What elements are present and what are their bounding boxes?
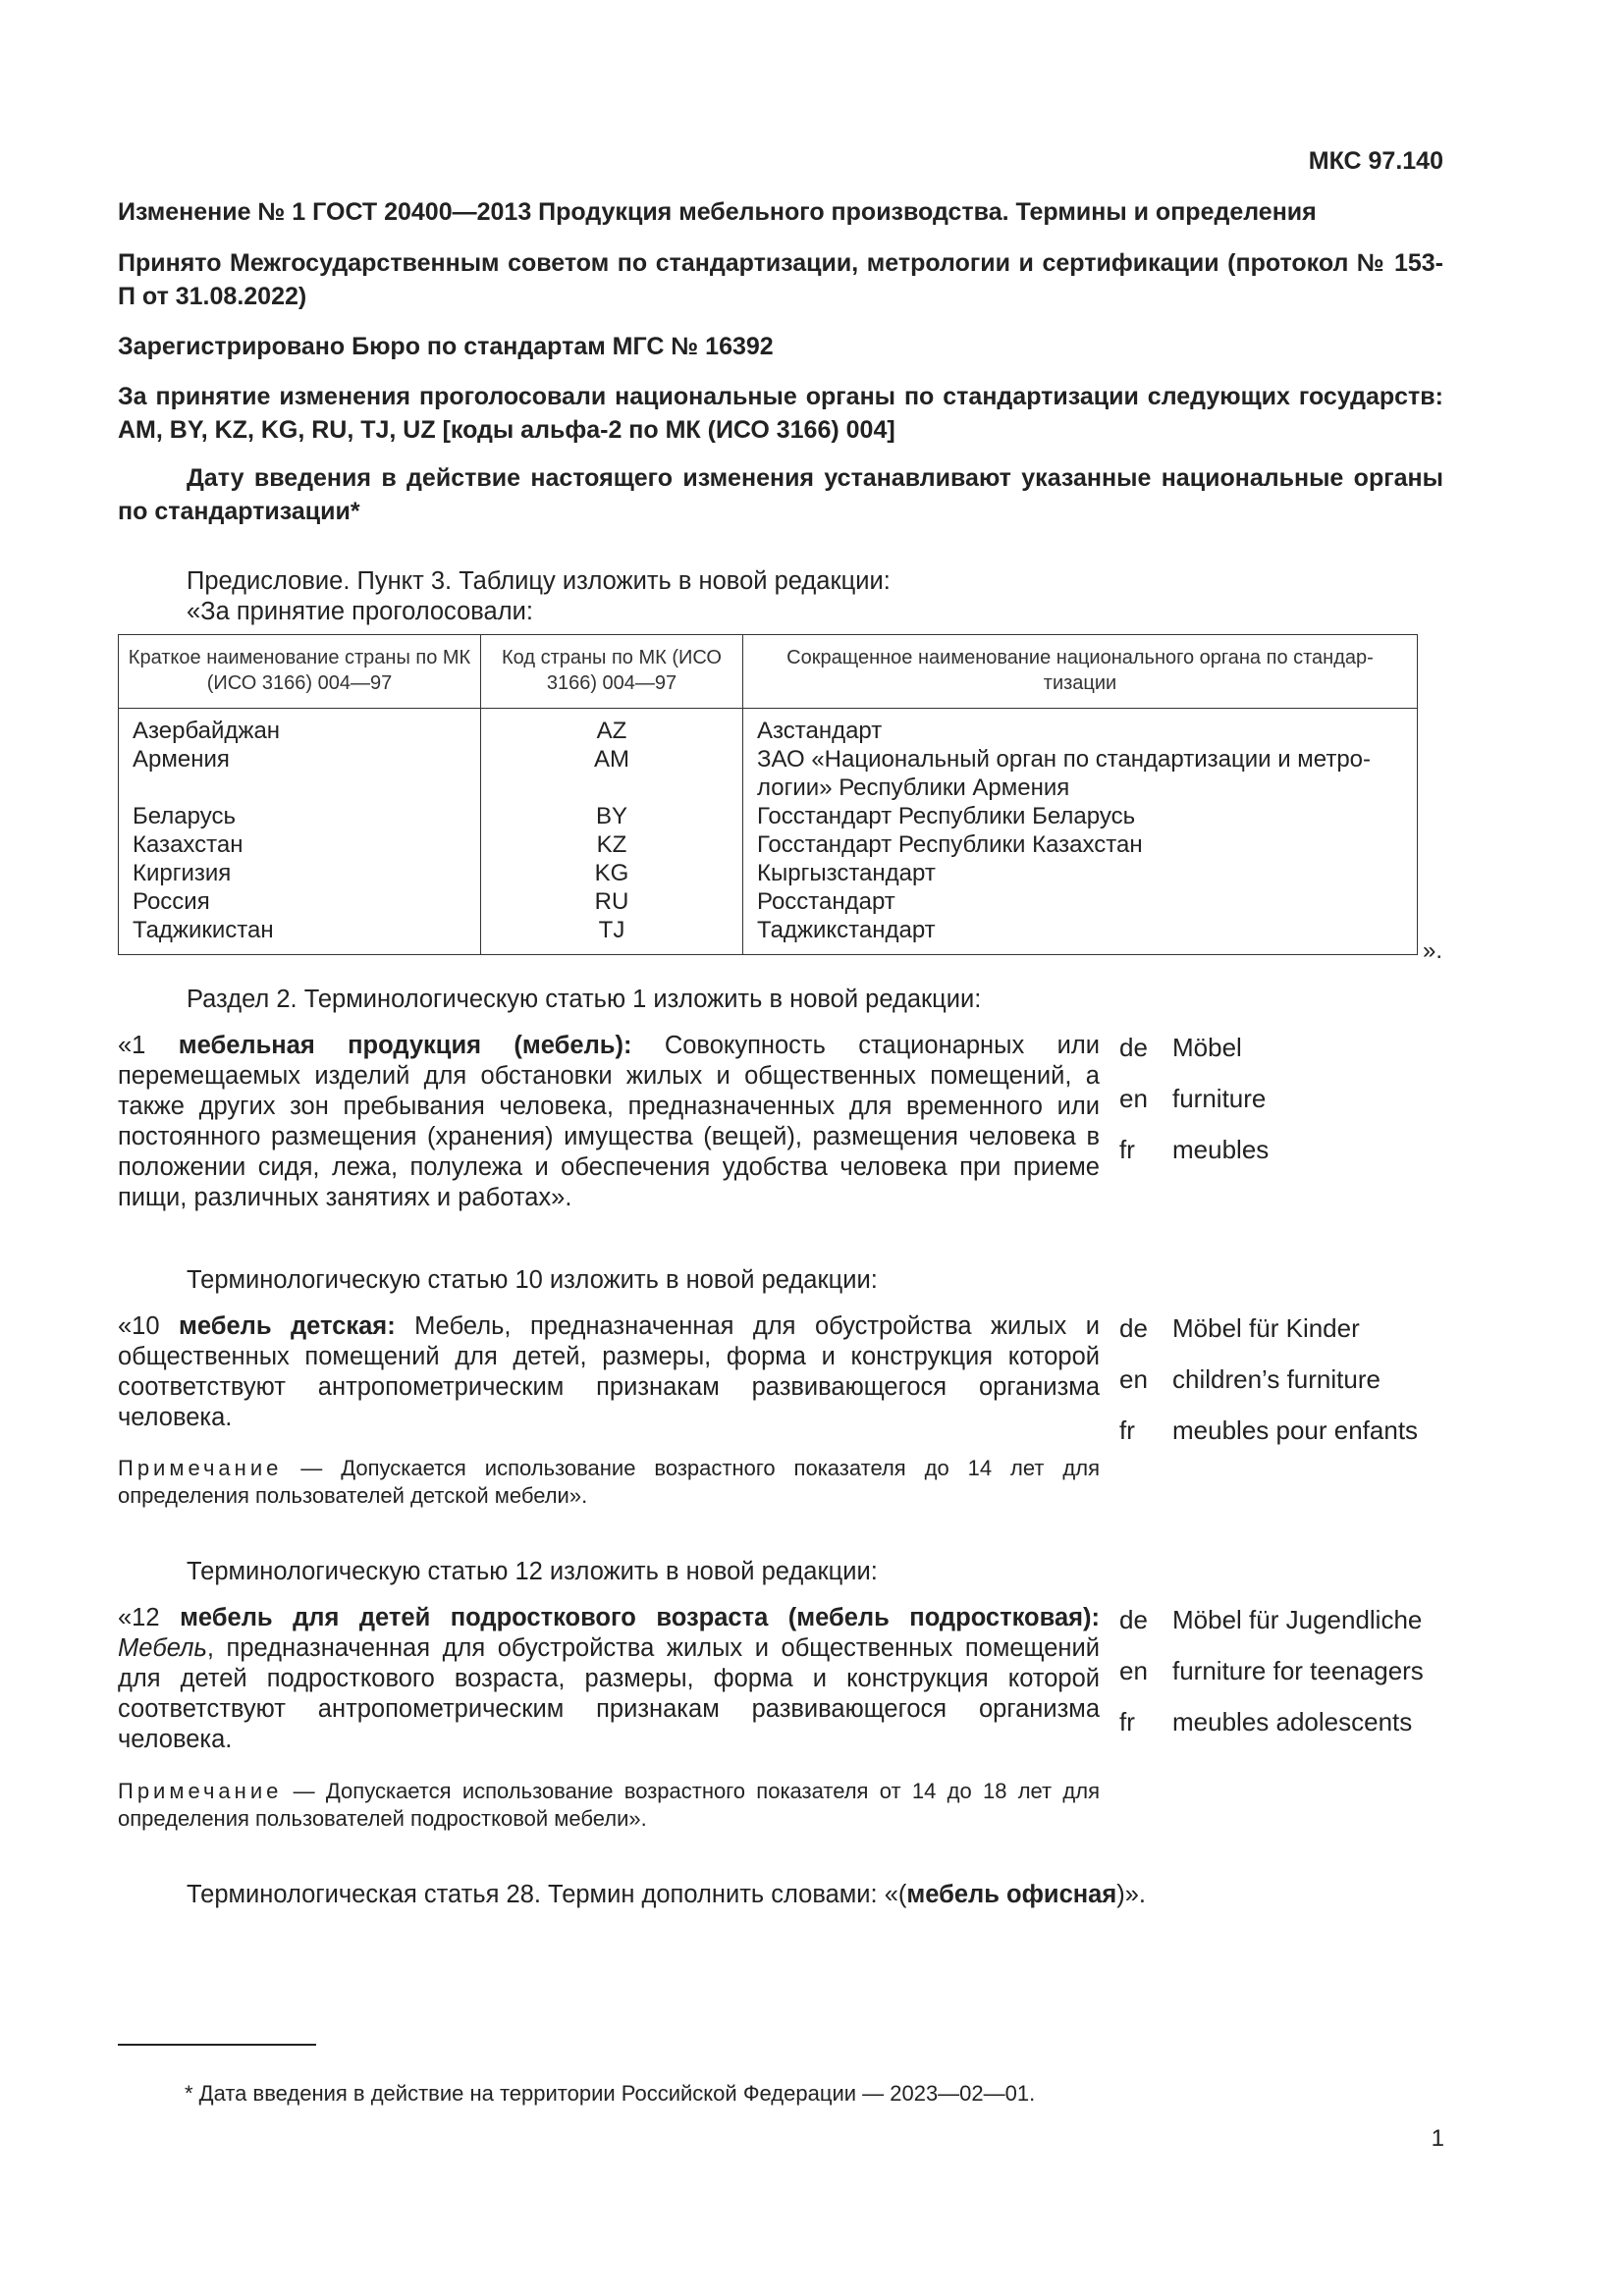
lang-term: children’s furniture: [1172, 1364, 1380, 1394]
table-cell: RU: [594, 888, 629, 915]
term-12-note: [118, 1778, 1100, 1833]
lang-term: Möbel für Kinder: [1172, 1313, 1360, 1343]
term-28-close: )».: [1116, 1881, 1146, 1908]
lang-code: de: [1119, 1313, 1148, 1343]
lang-code: fr: [1119, 1135, 1135, 1164]
lang-code: fr: [1119, 1707, 1135, 1736]
lang-code: fr: [1119, 1415, 1135, 1445]
mks-code: МКС 97.140: [1308, 147, 1443, 175]
note-text: — Допускается использование возрастного показателя до 14 лет для определения пользователей детской мебели».: [118, 1456, 1100, 1508]
table-cell: Госстандарт Республики Казахстан: [757, 831, 1143, 858]
preface-quote-line: «За принятие проголосовали:: [187, 598, 533, 625]
lang-code: de: [1119, 1033, 1148, 1062]
table-cell: Росстандарт: [757, 888, 895, 915]
table-col-bodies: [743, 709, 1418, 955]
table-header-body: Сокращенное наименование национального органа по стандар-тизации: [743, 635, 1418, 709]
term-number: «1: [118, 1032, 179, 1059]
table-cell: [481, 774, 742, 802]
term-10-note: [118, 1455, 1100, 1510]
table-cell: Азстандарт: [757, 718, 883, 744]
term-28-term: мебель офисная: [906, 1881, 1117, 1908]
page-number: 1: [1431, 2125, 1444, 2152]
section2-intro: Раздел 2. Терминологическую статью 1 изложить в новой редакции:: [187, 986, 982, 1013]
table-cell: AZ: [596, 718, 627, 744]
term-number: «10: [118, 1312, 180, 1340]
registration-statement: Зарегистрировано Бюро по стандартам МГС № 16392: [118, 333, 774, 360]
table-cell: Таджикистан: [133, 917, 274, 943]
table-cell: [133, 774, 466, 802]
table-cell: Казахстан: [133, 831, 244, 858]
term-1-languages: [1119, 1022, 1269, 1175]
term-10-languages: [1119, 1303, 1418, 1456]
table-cell: Госстандарт Республики Беларусь: [757, 803, 1136, 829]
lang-code: en: [1119, 1656, 1148, 1685]
term-definition: Совокупность стационарных или перемещаемых изделий для обстановки жилых и общественных помещений, а также других зон пребывания человека, предназначенных для временного или постоянного размещения (хранения) имущества (вещей), размещения человека в положении сидя, лежа, полулежа и обеспечения удобства человека при приеме пищи, различных занятиях и работах».: [118, 1032, 1100, 1211]
term-10-entry: [118, 1311, 1100, 1433]
lang-code: en: [1119, 1084, 1148, 1113]
lang-term: furniture for teenagers: [1172, 1656, 1424, 1685]
table-cell: KZ: [596, 831, 627, 858]
table-cell: KG: [594, 860, 629, 886]
lang-term: meubles adolescents: [1172, 1707, 1413, 1736]
lang-term: meubles pour enfants: [1172, 1415, 1419, 1445]
adopted-statement: Принято Межгосударственным советом по стандартизации, метрологии и сертификации (протокол № 153-П от 31.08.2022): [118, 249, 1443, 310]
term-definition: Мебель, предназначенная для обустройства жилых и общественных помещений для детей, размеры, форма и конструкция которой соответствуют антропометрическим признакам развивающегося организма человека.: [118, 1312, 1100, 1431]
table-cell: Азербайджан: [133, 718, 281, 744]
table-cell: логии» Республики Армения: [757, 774, 1070, 801]
lang-term: furniture: [1172, 1084, 1267, 1113]
table-cell: ЗАО «Национальный орган по стандартизации и метро-: [757, 746, 1372, 773]
table-header-code: Код страны по МК (ИСО 3166) 004—97: [481, 635, 743, 709]
lang-code: en: [1119, 1364, 1148, 1394]
term-name: мебель для детей подросткового возраста (мебель подростковая):: [180, 1604, 1100, 1631]
term-10-intro: Терминологическую статью 10 изложить в новой редакции:: [187, 1266, 878, 1294]
footnote: * Дата введения в действие на территории Российской Федерации — 2023—02—01.: [185, 2081, 1036, 2106]
voting-statement: За принятие изменения проголосовали национальные органы по стандартизации следующих государств: AM, BY, KZ, KG, RU, TJ, UZ [коды альфа-2 по МК (ИСО 3166) 004]: [118, 383, 1443, 444]
term-28-amendment: [187, 1880, 1146, 1910]
table-cell: Таджикстандарт: [757, 917, 936, 943]
effective-date-statement: Дату введения в действие настоящего изменения устанавливают указанные национальные органы по стандартизации*: [118, 464, 1443, 525]
table-cell: Армения: [133, 746, 230, 773]
term-12-languages: [1119, 1594, 1424, 1747]
table-col-codes: [481, 709, 743, 955]
term-28-text: Терминологическая статья 28. Термин дополнить словами: «(: [187, 1881, 907, 1908]
footnote-divider: [118, 2044, 316, 2046]
table-col-countries: [119, 709, 481, 955]
lang-term: Möbel für Jugendliche: [1172, 1605, 1423, 1634]
lang-code: de: [1119, 1605, 1148, 1634]
table-close-quote: ».: [1423, 937, 1443, 964]
document-title: Изменение № 1 ГОСТ 20400—2013 Продукция мебельного производства. Термины и определения: [118, 198, 1317, 226]
term-definition: , предназначенная для обустройства жилых и общественных помещений для детей подросткового возраста, размеры, форма и конструкция которой соответствуют антропометрическим признакам развивающегося организма человека.: [118, 1634, 1100, 1753]
term-12-entry: [118, 1603, 1100, 1755]
lang-term: Möbel: [1172, 1033, 1242, 1062]
note-label: Примечание: [118, 1456, 283, 1480]
table-cell: Кыргызстандарт: [757, 860, 936, 886]
term-name: мебельная продукция (мебель):: [178, 1032, 632, 1059]
table-cell: Россия: [133, 888, 210, 915]
table-cell: BY: [595, 803, 627, 829]
note-text: — Допускается использование возрастного показателя от 14 до 18 лет для определения пользователей подростковой мебели».: [118, 1779, 1100, 1831]
note-label: Примечание: [118, 1779, 283, 1803]
table-cell: AM: [594, 746, 629, 773]
term-name: мебель детская:: [179, 1312, 396, 1340]
term-number: «12: [118, 1604, 181, 1631]
term-12-intro: Терминологическую статью 12 изложить в новой редакции:: [187, 1558, 878, 1585]
preface-line: Предисловие. Пункт 3. Таблицу изложить в новой редакции:: [187, 567, 891, 595]
table-cell: Беларусь: [133, 803, 236, 829]
lang-term: meubles: [1172, 1135, 1270, 1164]
table-cell: Киргизия: [133, 860, 232, 886]
table-cell: TJ: [598, 917, 625, 943]
term-definition-lead: Мебель: [118, 1634, 207, 1662]
table-header-country: Краткое наименование страны по МК (ИСО 3166) 004—97: [119, 635, 481, 709]
term-1-entry: [118, 1031, 1100, 1213]
voting-countries-table: [118, 634, 1418, 955]
